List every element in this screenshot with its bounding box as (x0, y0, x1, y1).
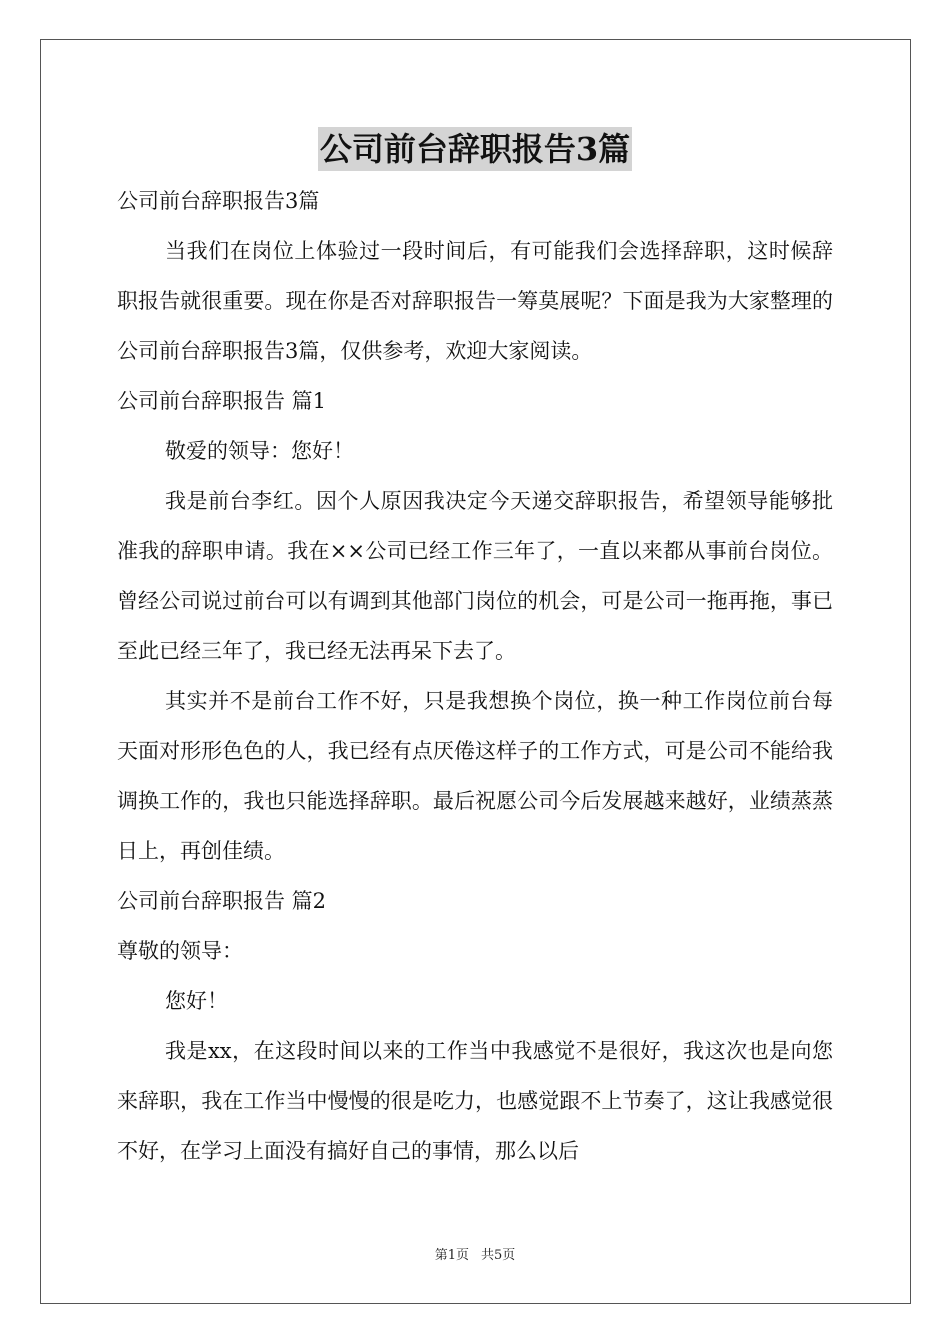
section-heading-1: 公司前台辞职报告 篇1 (117, 389, 327, 413)
document-body (117, 176, 833, 1176)
paragraph-body-1b: 其实并不是前台工作不好，只是我想换个岗位，换一种工作岗位前台每天面对形形色色的人，我已经有点厌倦这样子的工作方式，可是公司不能给我调换工作的，我也只能选择辞职。最后祝愿公司今后发展越来越好，业绩蒸蒸日上，再创佳绩。 (117, 689, 833, 863)
title-container (0, 127, 950, 171)
page-footer (0, 1247, 950, 1265)
document-title: 公司前台辞职报告3篇 (318, 127, 632, 171)
paragraph-subtitle: 公司前台辞职报告3篇 (117, 189, 320, 213)
paragraph-intro: 当我们在岗位上体验过一段时间后，有可能我们会选择辞职，这时候辞职报告就很重要。现在你是否对辞职报告一筹莫展呢？下面是我为大家整理的公司前台辞职报告3篇，仅供参考，欢迎大家阅读。 (117, 239, 833, 363)
page-number-total: 共5页 (481, 1248, 516, 1263)
page-number-current: 第1页 (434, 1248, 469, 1263)
paragraph-greeting-1: 敬爱的领导：您好！ (165, 439, 354, 463)
paragraph-greeting-2: 您好！ (165, 989, 228, 1013)
paragraph-body-2a: 我是xx，在这段时间以来的工作当中我感觉不是很好，我这次也是向您来辞职，我在工作当中慢慢的很是吃力，也感觉跟不上节奏了，这让我感觉很不好，在学习上面没有搞好自己的事情，那么以后 (117, 1039, 833, 1163)
section-heading-2: 公司前台辞职报告 篇2 (117, 889, 327, 913)
paragraph-salutation-2: 尊敬的领导： (117, 939, 243, 963)
paragraph-body-1a: 我是前台李红。因个人原因我决定今天递交辞职报告，希望领导能够批准我的辞职申请。我在××公司已经工作三年了，一直以来都从事前台岗位。曾经公司说过前台可以有调到其他部门岗位的机会，可是公司一拖再拖，事已至此已经三年了，我已经无法再呆下去了。 (117, 489, 833, 663)
